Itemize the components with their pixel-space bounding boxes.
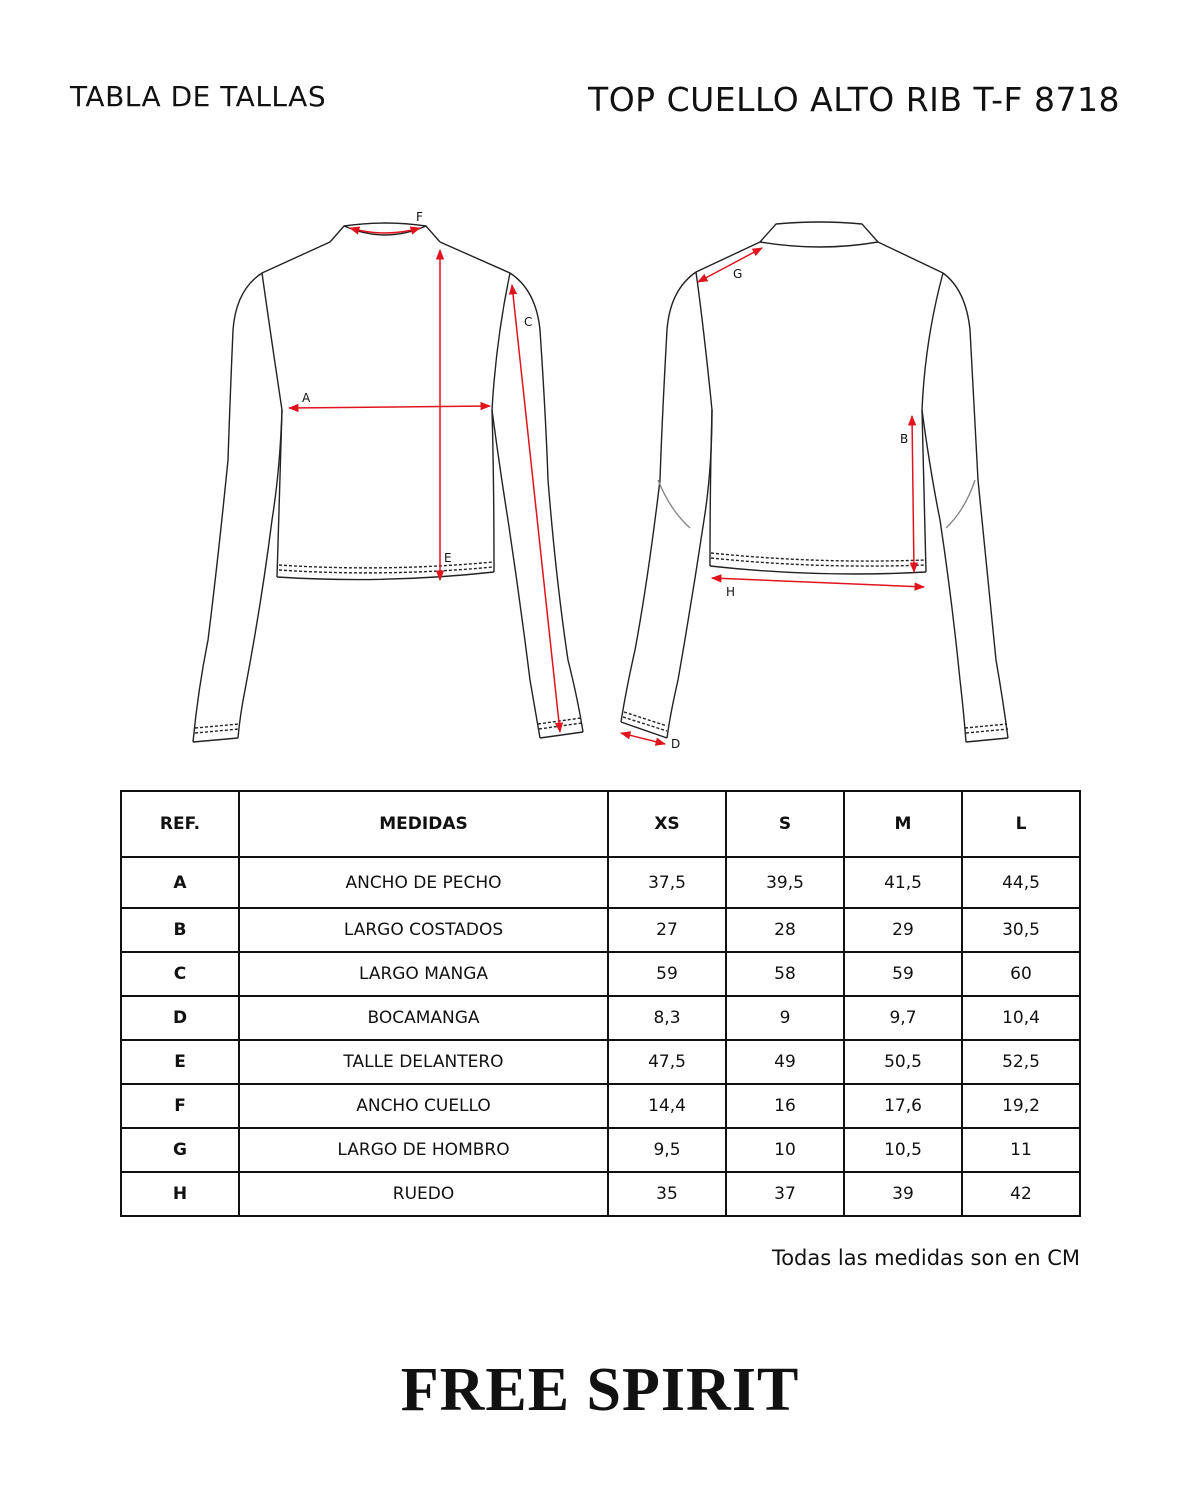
- label-d: D: [671, 737, 681, 751]
- label-h: H: [726, 585, 736, 599]
- table-row: [121, 1040, 1080, 1084]
- cell-m: 9,7: [844, 996, 962, 1040]
- cell-medida: ANCHO CUELLO: [239, 1084, 608, 1128]
- cell-l: 10,4: [962, 996, 1080, 1040]
- product-title: TOP CUELLO ALTO RIB T-F 8718: [588, 80, 1120, 119]
- size-table: [120, 790, 1081, 1217]
- table-row: [121, 857, 1080, 908]
- size-chart-title: TABLA DE TALLAS: [70, 80, 327, 113]
- cell-xs: 27: [608, 908, 726, 952]
- header-m: M: [844, 791, 962, 857]
- cell-xs: 37,5: [608, 857, 726, 908]
- arrow-b: [912, 416, 914, 572]
- cell-ref: H: [121, 1172, 239, 1216]
- cell-medida: ANCHO DE PECHO: [239, 857, 608, 908]
- cell-xs: 47,5: [608, 1040, 726, 1084]
- cell-medida: LARGO COSTADOS: [239, 908, 608, 952]
- cell-s: 49: [726, 1040, 844, 1084]
- cell-l: 19,2: [962, 1084, 1080, 1128]
- label-a: A: [302, 391, 311, 405]
- cell-ref: D: [121, 996, 239, 1040]
- label-b: B: [900, 432, 909, 446]
- cell-l: 44,5: [962, 857, 1080, 908]
- cell-xs: 14,4: [608, 1084, 726, 1128]
- cell-medida: LARGO MANGA: [239, 952, 608, 996]
- label-g: G: [733, 267, 743, 281]
- cell-ref: E: [121, 1040, 239, 1084]
- label-c: C: [524, 315, 533, 329]
- cell-l: 42: [962, 1172, 1080, 1216]
- cell-m: 17,6: [844, 1084, 962, 1128]
- cell-ref: C: [121, 952, 239, 996]
- label-f: F: [416, 210, 423, 224]
- cell-m: 29: [844, 908, 962, 952]
- cell-m: 41,5: [844, 857, 962, 908]
- arrow-h: [712, 578, 924, 587]
- cell-medida: RUEDO: [239, 1172, 608, 1216]
- cell-m: 39: [844, 1172, 962, 1216]
- table-header-row: [121, 791, 1080, 857]
- cell-xs: 9,5: [608, 1128, 726, 1172]
- cell-m: 59: [844, 952, 962, 996]
- cell-xs: 35: [608, 1172, 726, 1216]
- table-row: [121, 1172, 1080, 1216]
- cell-m: 10,5: [844, 1128, 962, 1172]
- cell-medida: LARGO DE HOMBRO: [239, 1128, 608, 1172]
- label-e: E: [444, 551, 452, 565]
- front-view-sketch: [193, 223, 583, 742]
- cell-ref: A: [121, 857, 239, 908]
- header-l: L: [962, 791, 1080, 857]
- cell-medida: TALLE DELANTERO: [239, 1040, 608, 1084]
- cell-xs: 59: [608, 952, 726, 996]
- cell-ref: B: [121, 908, 239, 952]
- cell-l: 11: [962, 1128, 1080, 1172]
- table-row: [121, 908, 1080, 952]
- cell-ref: F: [121, 1084, 239, 1128]
- table-row: [121, 952, 1080, 996]
- cell-s: 10: [726, 1128, 844, 1172]
- cell-ref: G: [121, 1128, 239, 1172]
- cell-s: 37: [726, 1172, 844, 1216]
- cell-s: 28: [726, 908, 844, 952]
- arrow-c: [512, 285, 560, 732]
- measurement-arrows: [289, 228, 924, 744]
- cell-m: 50,5: [844, 1040, 962, 1084]
- cell-s: 9: [726, 996, 844, 1040]
- table-row: [121, 1084, 1080, 1128]
- cell-xs: 8,3: [608, 996, 726, 1040]
- header-xs: XS: [608, 791, 726, 857]
- cell-s: 58: [726, 952, 844, 996]
- cell-l: 60: [962, 952, 1080, 996]
- brand-logo: FREE SPIRIT: [400, 1356, 800, 1424]
- header-medidas: MEDIDAS: [239, 791, 608, 857]
- header-s: S: [726, 791, 844, 857]
- cell-l: 30,5: [962, 908, 1080, 952]
- cell-l: 52,5: [962, 1040, 1080, 1084]
- table-row: [121, 1128, 1080, 1172]
- arrow-a: [289, 406, 490, 408]
- cell-s: 16: [726, 1084, 844, 1128]
- cell-medida: BOCAMANGA: [239, 996, 608, 1040]
- arrow-g: [698, 248, 762, 282]
- header-ref: REF.: [121, 791, 239, 857]
- back-view-sketch: [621, 222, 1008, 742]
- cell-s: 39,5: [726, 857, 844, 908]
- units-note: Todas las medidas son en CM: [771, 1246, 1080, 1270]
- table-row: [121, 996, 1080, 1040]
